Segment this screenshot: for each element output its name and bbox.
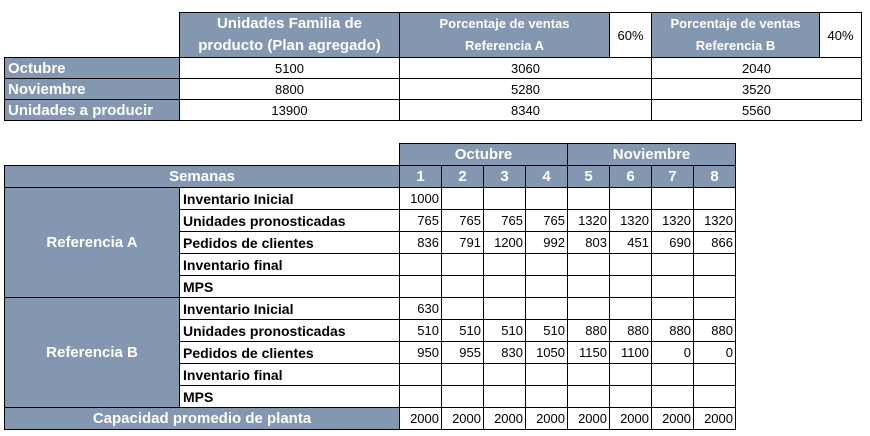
week-value-cell[interactable] bbox=[652, 364, 694, 386]
units-header-line1: Unidades Familia de bbox=[216, 15, 363, 33]
row-label: Inventario Inicial bbox=[180, 298, 400, 320]
week-value-cell[interactable] bbox=[526, 188, 568, 210]
week-value-cell[interactable]: 1200 bbox=[484, 232, 526, 254]
row-label: Inventario final bbox=[180, 364, 400, 386]
ref-a-cell[interactable]: 5280 bbox=[400, 79, 652, 100]
week-value-cell[interactable]: 836 bbox=[400, 232, 442, 254]
week-value-cell[interactable] bbox=[694, 298, 736, 320]
week-value-cell[interactable]: 1150 bbox=[568, 342, 610, 364]
ref-b-pct-header bbox=[652, 13, 820, 58]
capacity-cell[interactable]: 2000 bbox=[442, 408, 484, 430]
ref-a-pct-header bbox=[400, 13, 610, 58]
summary-row bbox=[5, 79, 862, 100]
week-value-cell[interactable]: 510 bbox=[526, 320, 568, 342]
week-value-cell[interactable] bbox=[526, 386, 568, 408]
mps-row bbox=[5, 298, 736, 320]
ref-b-section bbox=[5, 298, 736, 408]
week-value-cell[interactable] bbox=[610, 386, 652, 408]
week-value-cell[interactable] bbox=[484, 254, 526, 276]
week-value-cell[interactable]: 880 bbox=[568, 320, 610, 342]
week-value-cell[interactable]: 830 bbox=[484, 342, 526, 364]
week-value-cell[interactable]: 1320 bbox=[568, 210, 610, 232]
week-value-cell[interactable] bbox=[610, 298, 652, 320]
week-header: 6 bbox=[610, 166, 652, 188]
row-label: MPS bbox=[180, 386, 400, 408]
week-value-cell[interactable] bbox=[526, 254, 568, 276]
capacity-cell[interactable]: 2000 bbox=[400, 408, 442, 430]
week-value-cell[interactable] bbox=[526, 364, 568, 386]
week-value-cell[interactable] bbox=[694, 364, 736, 386]
reference-a-label: Referencia A bbox=[5, 188, 180, 298]
week-value-cell[interactable] bbox=[694, 254, 736, 276]
capacity-cell[interactable]: 2000 bbox=[652, 408, 694, 430]
week-value-cell[interactable]: 510 bbox=[484, 320, 526, 342]
week-value-cell[interactable] bbox=[568, 188, 610, 210]
capacity-row bbox=[5, 408, 736, 430]
week-value-cell[interactable]: 1100 bbox=[610, 342, 652, 364]
empty-corner bbox=[180, 144, 400, 166]
week-value-cell[interactable]: 866 bbox=[694, 232, 736, 254]
units-cell[interactable]: 8800 bbox=[180, 79, 400, 100]
mps-table bbox=[4, 143, 736, 430]
week-value-cell[interactable] bbox=[484, 188, 526, 210]
capacity-cell[interactable]: 2000 bbox=[484, 408, 526, 430]
week-value-cell[interactable]: 992 bbox=[526, 232, 568, 254]
week-value-cell[interactable] bbox=[652, 298, 694, 320]
capacity-cell[interactable]: 2000 bbox=[610, 408, 652, 430]
week-value-cell[interactable] bbox=[610, 276, 652, 298]
row-label: Pedidos de clientes bbox=[180, 342, 400, 364]
units-cell[interactable]: 13900 bbox=[180, 100, 400, 121]
week-value-cell[interactable]: 451 bbox=[610, 232, 652, 254]
week-value-cell[interactable]: 0 bbox=[694, 342, 736, 364]
pct-a-cell[interactable]: 60% bbox=[610, 13, 652, 58]
row-label: Pedidos de clientes bbox=[180, 232, 400, 254]
week-value-cell[interactable]: 765 bbox=[400, 210, 442, 232]
week-value-cell[interactable] bbox=[694, 276, 736, 298]
row-label: Unidades pronosticadas bbox=[180, 320, 400, 342]
week-value-cell[interactable] bbox=[484, 386, 526, 408]
week-value-cell[interactable] bbox=[568, 386, 610, 408]
week-value-cell[interactable] bbox=[442, 276, 484, 298]
empty-corner bbox=[5, 13, 180, 58]
week-value-cell[interactable]: 510 bbox=[400, 320, 442, 342]
capacity-cell[interactable]: 2000 bbox=[526, 408, 568, 430]
week-header: 1 bbox=[400, 166, 442, 188]
week-value-cell[interactable] bbox=[568, 364, 610, 386]
summary-row bbox=[5, 100, 862, 121]
week-value-cell[interactable] bbox=[442, 298, 484, 320]
week-value-cell[interactable] bbox=[652, 188, 694, 210]
row-label: Unidades a producir bbox=[5, 100, 180, 121]
week-value-cell[interactable]: 690 bbox=[652, 232, 694, 254]
week-value-cell[interactable] bbox=[400, 276, 442, 298]
week-value-cell[interactable] bbox=[526, 276, 568, 298]
week-value-cell[interactable]: 1320 bbox=[652, 210, 694, 232]
week-value-cell[interactable]: 765 bbox=[526, 210, 568, 232]
week-value-cell[interactable] bbox=[610, 364, 652, 386]
ref-a-header-line2: Referencia A bbox=[465, 38, 544, 54]
week-value-cell[interactable] bbox=[526, 298, 568, 320]
week-value-cell[interactable] bbox=[400, 364, 442, 386]
week-value-cell[interactable] bbox=[652, 276, 694, 298]
week-value-cell[interactable]: 950 bbox=[400, 342, 442, 364]
summary-row bbox=[5, 58, 862, 79]
units-header-line2: producto (Plan agregado) bbox=[198, 37, 381, 55]
ref-a-header-line1: Porcentaje de ventas bbox=[439, 16, 570, 31]
week-value-cell[interactable] bbox=[442, 188, 484, 210]
ref-a-section bbox=[5, 188, 736, 298]
week-value-cell[interactable] bbox=[568, 276, 610, 298]
units-cell[interactable]: 5100 bbox=[180, 58, 400, 79]
ref-b-cell[interactable]: 5560 bbox=[652, 100, 862, 121]
week-value-cell[interactable] bbox=[484, 276, 526, 298]
empty-corner bbox=[5, 144, 180, 166]
ref-a-cell[interactable]: 8340 bbox=[400, 100, 652, 121]
mps-row bbox=[5, 188, 736, 210]
ref-b-cell[interactable]: 3520 bbox=[652, 79, 862, 100]
week-value-cell[interactable]: 765 bbox=[484, 210, 526, 232]
week-header: 3 bbox=[484, 166, 526, 188]
week-value-cell[interactable]: 955 bbox=[442, 342, 484, 364]
week-value-cell[interactable]: 510 bbox=[442, 320, 484, 342]
summary-table bbox=[4, 12, 862, 121]
month-october: Octubre bbox=[400, 144, 568, 166]
week-value-cell[interactable]: 0 bbox=[652, 342, 694, 364]
week-value-cell[interactable] bbox=[568, 254, 610, 276]
week-header: 2 bbox=[442, 166, 484, 188]
week-value-cell[interactable] bbox=[568, 298, 610, 320]
pct-b-cell[interactable]: 40% bbox=[820, 13, 862, 58]
week-value-cell[interactable]: 803 bbox=[568, 232, 610, 254]
units-header bbox=[180, 13, 400, 58]
ref-b-header-line1: Porcentaje de ventas bbox=[670, 16, 801, 31]
week-header: 8 bbox=[694, 166, 736, 188]
capacity-cell[interactable]: 2000 bbox=[694, 408, 736, 430]
week-value-cell[interactable] bbox=[400, 386, 442, 408]
week-value-cell[interactable]: 630 bbox=[400, 298, 442, 320]
week-value-cell[interactable] bbox=[484, 364, 526, 386]
week-value-cell[interactable]: 880 bbox=[610, 320, 652, 342]
week-value-cell[interactable]: 791 bbox=[442, 232, 484, 254]
week-header: 5 bbox=[568, 166, 610, 188]
week-value-cell[interactable] bbox=[400, 254, 442, 276]
row-label: Noviembre bbox=[5, 79, 180, 100]
reference-b-label: Referencia B bbox=[5, 298, 180, 408]
week-value-cell[interactable] bbox=[652, 386, 694, 408]
week-value-cell[interactable] bbox=[694, 188, 736, 210]
week-value-cell[interactable] bbox=[484, 298, 526, 320]
week-value-cell[interactable] bbox=[442, 254, 484, 276]
week-value-cell[interactable] bbox=[652, 254, 694, 276]
capacity-cell[interactable]: 2000 bbox=[568, 408, 610, 430]
row-label: Unidades pronosticadas bbox=[180, 210, 400, 232]
week-header: 7 bbox=[652, 166, 694, 188]
month-november: Noviembre bbox=[568, 144, 736, 166]
row-label: Inventario final bbox=[180, 254, 400, 276]
row-label: Inventario Inicial bbox=[180, 188, 400, 210]
week-value-cell[interactable]: 765 bbox=[442, 210, 484, 232]
week-header: 4 bbox=[526, 166, 568, 188]
week-value-cell[interactable]: 880 bbox=[694, 320, 736, 342]
week-value-cell[interactable]: 880 bbox=[652, 320, 694, 342]
week-value-cell[interactable]: 1050 bbox=[526, 342, 568, 364]
ref-a-cell[interactable]: 3060 bbox=[400, 58, 652, 79]
weeks-label: Semanas bbox=[5, 166, 400, 188]
week-value-cell[interactable] bbox=[610, 188, 652, 210]
ref-b-header-line2: Referencia B bbox=[695, 38, 776, 54]
week-value-cell[interactable] bbox=[610, 254, 652, 276]
row-label: MPS bbox=[180, 276, 400, 298]
week-value-cell[interactable] bbox=[442, 386, 484, 408]
capacity-label: Capacidad promedio de planta bbox=[5, 408, 400, 430]
week-value-cell[interactable] bbox=[442, 364, 484, 386]
ref-b-cell[interactable]: 2040 bbox=[652, 58, 862, 79]
week-value-cell[interactable]: 1000 bbox=[400, 188, 442, 210]
week-value-cell[interactable]: 1320 bbox=[694, 210, 736, 232]
week-value-cell[interactable]: 1320 bbox=[610, 210, 652, 232]
row-label: Octubre bbox=[5, 58, 180, 79]
week-value-cell[interactable] bbox=[694, 386, 736, 408]
